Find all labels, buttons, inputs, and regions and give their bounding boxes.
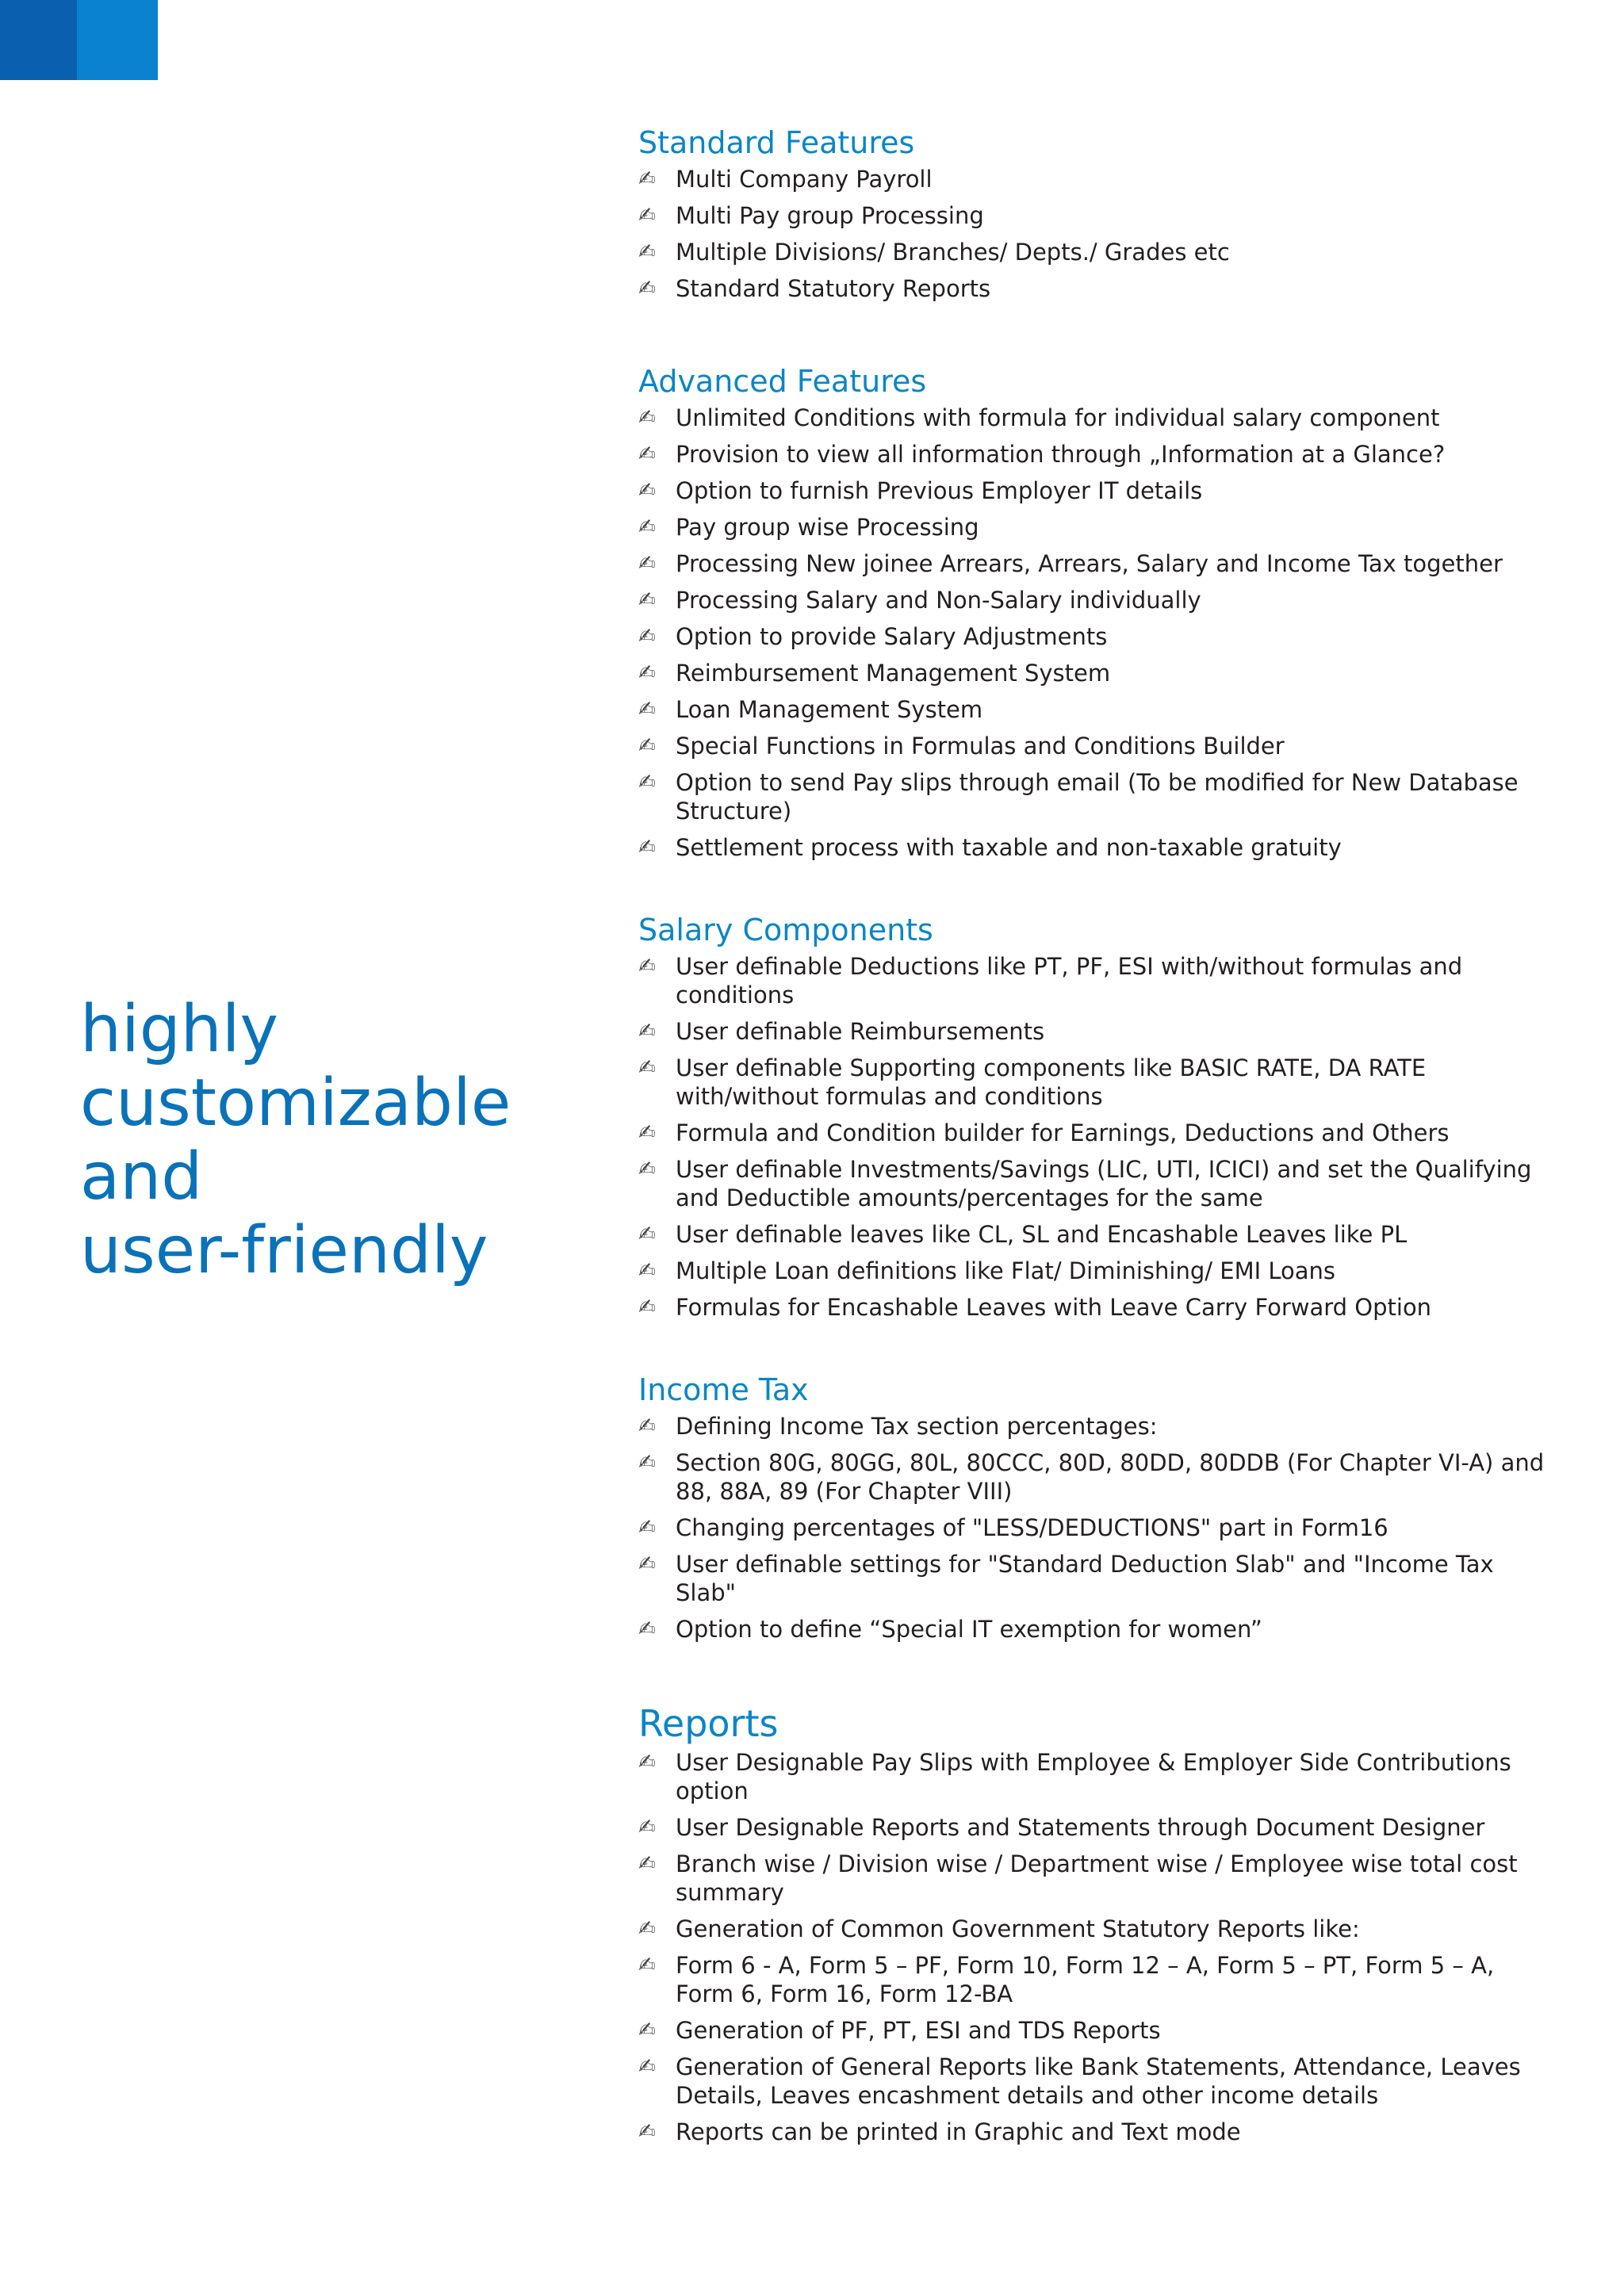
feature-content	[638, 122, 1558, 2154]
list-item	[638, 2016, 1558, 2045]
list-item-text: Processing New joinee Arrears, Arrears, Salary and Income Tax together	[676, 550, 1503, 577]
writing-hand-icon: ✍	[638, 167, 656, 191]
writing-hand-icon: ✍	[638, 442, 656, 466]
writing-hand-icon: ✍	[638, 1516, 656, 1540]
list-item	[638, 833, 1558, 862]
list-item	[638, 201, 1558, 230]
feature-list	[638, 404, 1558, 862]
list-item-text: Form 6 - A, Form 5 – PF, Form 10, Form 12 – A, Form 5 – PT, Form 5 – A, Form 6, Form 16, Form 12-BA	[676, 1952, 1495, 2007]
writing-hand-icon: ✍	[638, 1917, 656, 1941]
list-item	[638, 404, 1558, 432]
writing-hand-icon: ✍	[638, 1451, 656, 1475]
list-item	[638, 768, 1558, 825]
list-item	[638, 732, 1558, 760]
list-item	[638, 1951, 1558, 2008]
list-item	[638, 586, 1558, 614]
list-item	[638, 238, 1558, 266]
list-item-text: Generation of PF, PT, ESI and TDS Reports	[676, 2017, 1161, 2044]
writing-hand-icon: ✍	[638, 771, 656, 794]
writing-hand-icon: ✍	[638, 1259, 656, 1283]
list-item	[638, 1915, 1558, 1943]
writing-hand-icon: ✍	[638, 277, 656, 300]
list-item	[638, 1054, 1558, 1111]
writing-hand-icon: ✍	[638, 1295, 656, 1319]
writing-hand-icon: ✍	[638, 1816, 656, 1839]
feature-list	[638, 1748, 1558, 2146]
list-item-text: Defining Income Tax section percentages:	[676, 1413, 1158, 1440]
writing-hand-icon: ✍	[638, 1414, 656, 1438]
writing-hand-icon: ✍	[638, 625, 656, 649]
list-item	[638, 622, 1558, 651]
list-item	[638, 476, 1558, 505]
list-item-text: Pay group wise Processing	[676, 514, 979, 541]
list-item	[638, 1850, 1558, 1907]
list-item-text: Multiple Loan definitions like Flat/ Diminishing/ EMI Loans	[676, 1257, 1336, 1284]
writing-hand-icon: ✍	[638, 661, 656, 685]
section-title: Advanced Features	[638, 364, 927, 399]
writing-hand-icon: ✍	[638, 2019, 656, 2042]
feature-list	[638, 952, 1558, 1322]
list-item-text: Multi Pay group Processing	[676, 202, 984, 229]
writing-hand-icon: ✍	[638, 406, 656, 430]
tagline	[80, 993, 572, 1288]
list-item-text: Generation of General Reports like Bank Statements, Attendance, Leaves Details, Leaves encashment details and other income details	[676, 2053, 1521, 2109]
list-item	[638, 695, 1558, 724]
feature-list	[638, 165, 1558, 303]
list-item	[638, 440, 1558, 469]
list-item	[638, 1412, 1558, 1441]
tagline-line: and	[80, 1139, 203, 1215]
section-salary-components	[638, 909, 1558, 1322]
corner-square-light	[77, 0, 158, 80]
list-item-text: Multiple Divisions/ Branches/ Depts./ Grades etc	[676, 239, 1230, 266]
list-item	[638, 1550, 1558, 1607]
corner-accent	[0, 0, 158, 80]
writing-hand-icon: ✍	[638, 1020, 656, 1043]
list-item	[638, 513, 1558, 541]
writing-hand-icon: ✍	[638, 1954, 656, 1977]
writing-hand-icon: ✍	[638, 1552, 656, 1576]
tagline-line: highly	[80, 992, 279, 1067]
list-item-text: Multi Company Payroll	[676, 166, 933, 193]
writing-hand-icon: ✍	[638, 836, 656, 859]
writing-hand-icon: ✍	[638, 515, 656, 539]
list-item-text: User definable Investments/Savings (LIC, UTI, ICICI) and set the Qualifying and Deductible amounts/percentages for the same	[676, 1156, 1532, 1211]
tagline-line: customizable	[80, 1066, 511, 1141]
list-item-text: Option to send Pay slips through email (To be modified for New Database Structure)	[676, 769, 1519, 825]
list-item-text: Branch wise / Division wise / Department wise / Employee wise total cost summary	[676, 1850, 1518, 1906]
list-item	[638, 2053, 1558, 2110]
list-item-text: User definable Deductions like PT, PF, ESI with/without formulas and conditions	[676, 953, 1463, 1008]
list-item-text: User definable settings for "Standard Deduction Slab" and "Income Tax Slab"	[676, 1551, 1494, 1606]
section-reports	[638, 1701, 1558, 2146]
list-item-text: Processing Salary and Non-Salary individually	[676, 587, 1201, 614]
list-item	[638, 165, 1558, 193]
list-item	[638, 549, 1558, 578]
writing-hand-icon: ✍	[638, 955, 656, 978]
writing-hand-icon: ✍	[638, 552, 656, 576]
section-title: Standard Features	[638, 125, 915, 160]
list-item	[638, 952, 1558, 1009]
writing-hand-icon: ✍	[638, 1158, 656, 1181]
list-item	[638, 1220, 1558, 1249]
section-title: Reports	[638, 1702, 779, 1745]
list-item	[638, 2118, 1558, 2146]
tagline-line: user-friendly	[80, 1213, 488, 1288]
list-item-text: User Designable Pay Slips with Employee & Employer Side Contributions option	[676, 1749, 1511, 1804]
list-item	[638, 659, 1558, 687]
writing-hand-icon: ✍	[638, 1852, 656, 1876]
list-item-text: User Designable Reports and Statements through Document Designer	[676, 1814, 1485, 1841]
list-item	[638, 1257, 1558, 1285]
list-item	[638, 1448, 1558, 1506]
list-item-text: Unlimited Conditions with formula for individual salary component	[676, 404, 1440, 431]
writing-hand-icon: ✍	[638, 1751, 656, 1774]
list-item-text: Special Functions in Formulas and Conditions Builder	[676, 733, 1285, 760]
list-item-text: Section 80G, 80GG, 80L, 80CCC, 80D, 80DD, 80DDB (For Chapter VI-A) and 88, 88A, 89 (For Chapter VIII)	[676, 1449, 1545, 1505]
list-item-text: User definable Reimbursements	[676, 1018, 1045, 1045]
list-item	[638, 1017, 1558, 1046]
list-item	[638, 1119, 1558, 1147]
list-item-text: Standard Statutory Reports	[676, 275, 991, 302]
list-item-text: Loan Management System	[676, 696, 983, 723]
list-item-text: User definable Supporting components like BASIC RATE, DA RATE with/without formulas and conditions	[676, 1054, 1427, 1110]
list-item-text: User definable leaves like CL, SL and Encashable Leaves like PL	[676, 1221, 1408, 1248]
list-item-text: Option to furnish Previous Employer IT details	[676, 477, 1203, 504]
writing-hand-icon: ✍	[638, 588, 656, 612]
list-item-text: Generation of Common Government Statutory Reports like:	[676, 1915, 1360, 1942]
section-standard-features	[638, 122, 1558, 303]
writing-hand-icon: ✍	[638, 1121, 656, 1145]
list-item	[638, 1615, 1558, 1644]
list-item	[638, 1155, 1558, 1212]
section-title: Income Tax	[638, 1372, 809, 1407]
writing-hand-icon: ✍	[638, 204, 656, 228]
section-income-tax	[638, 1369, 1558, 1644]
list-item-text: Formula and Condition builder for Earnings, Deductions and Others	[676, 1119, 1450, 1146]
writing-hand-icon: ✍	[638, 1617, 656, 1641]
writing-hand-icon: ✍	[638, 2055, 656, 2079]
writing-hand-icon: ✍	[638, 240, 656, 264]
writing-hand-icon: ✍	[638, 1056, 656, 1080]
corner-square-dark	[0, 0, 77, 80]
writing-hand-icon: ✍	[638, 1223, 656, 1246]
list-item-text: Reimbursement Management System	[676, 660, 1111, 687]
list-item-text: Option to define “Special IT exemption for women”	[676, 1616, 1262, 1643]
list-item-text: Provision to view all information through „Information at a Glance?	[676, 441, 1446, 468]
list-item-text: Reports can be printed in Graphic and Text mode	[676, 2118, 1241, 2145]
list-item	[638, 1513, 1558, 1542]
section-advanced-features	[638, 361, 1558, 862]
list-item-text: Option to provide Salary Adjustments	[676, 623, 1108, 650]
writing-hand-icon: ✍	[638, 479, 656, 503]
section-title: Salary Components	[638, 913, 933, 947]
list-item-text: Settlement process with taxable and non-taxable gratuity	[676, 834, 1342, 861]
list-item-text: Changing percentages of "LESS/DEDUCTIONS" part in Form16	[676, 1514, 1388, 1541]
list-item	[638, 1813, 1558, 1842]
writing-hand-icon: ✍	[638, 734, 656, 758]
list-item	[638, 1748, 1558, 1805]
list-item	[638, 1293, 1558, 1322]
list-item	[638, 274, 1558, 303]
writing-hand-icon: ✍	[638, 698, 656, 721]
feature-list	[638, 1412, 1558, 1644]
list-item-text: Formulas for Encashable Leaves with Leave Carry Forward Option	[676, 1294, 1432, 1321]
writing-hand-icon: ✍	[638, 2120, 656, 2144]
